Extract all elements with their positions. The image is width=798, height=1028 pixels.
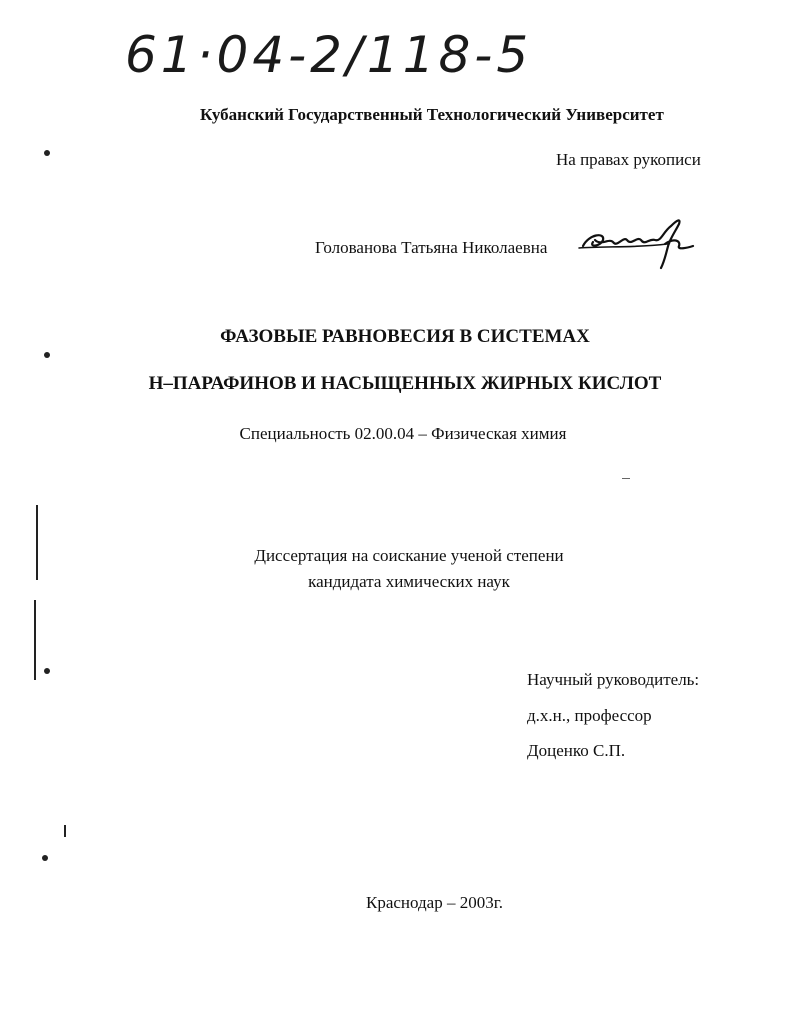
scan-line-2 [34, 600, 36, 680]
dissertation-title-line-1: ФАЗОВЫЕ РАВНОВЕСИЯ В СИСТЕМАХ [220, 326, 590, 347]
author-name: Голованова Татьяна Николаевна [315, 238, 548, 257]
scan-mark-4 [42, 855, 48, 861]
dissertation-title-line-2: Н–ПАРАФИНОВ И НАСЫЩЕННЫХ ЖИРНЫХ КИСЛОТ [148, 373, 662, 394]
university-name: Кубанский Государственный Технологический Университет [200, 105, 664, 124]
supervisor-rank: д.х.н., профессор [527, 706, 652, 725]
manuscript-rights: На правах рукописи [556, 150, 701, 169]
specialty: Специальность 02.00.04 – Физическая химия [239, 424, 567, 443]
scan-mark-3 [44, 668, 50, 674]
supervisor-name: Доценко С.П. [527, 741, 626, 760]
thesis-degree-line-1: Диссертация на соискание ученой степени [254, 546, 564, 565]
scan-mark-2 [44, 352, 50, 358]
scan-line-1 [36, 505, 38, 580]
supervisor-label: Научный руководитель: [527, 670, 700, 689]
thesis-degree-line-2: кандидата химических наук [308, 572, 510, 591]
scan-dash [622, 478, 630, 479]
handwritten-catalog-number [125, 20, 565, 90]
author-signature [575, 210, 705, 270]
scan-line-3 [64, 825, 66, 837]
scan-mark-1 [44, 150, 50, 156]
handwritten-number-text: 61·04-2/118-5 [125, 26, 533, 84]
city-and-year: Краснодар – 2003г. [366, 893, 504, 912]
